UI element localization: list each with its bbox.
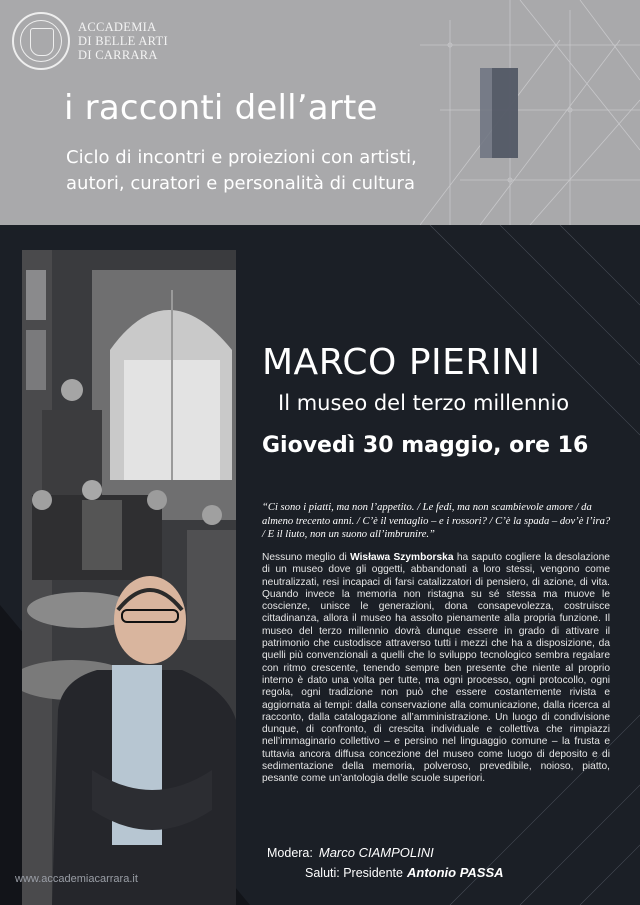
quoted-author: Wisława Szymborska [350,552,454,563]
moderator-name: Marco CIAMPOLINI [318,845,434,860]
header-band [0,0,640,225]
architectural-decoration [420,0,640,225]
moderator-line [267,845,434,860]
greetings-name: Antonio PASSA [406,865,504,880]
poem-quote: “Ci sono i piatti, ma non l’appetito. / Le fedi, ma non scambievole amore / da almeno trecento anni. / C’è il ventaglio – e i rossori? / C’è la spada – dov’è l’ira? / E il liuto, non un suono all’imbrunire.” [262,502,611,540]
greetings-line [305,865,504,880]
body-lead: Nessuno meglio di [262,552,347,563]
speaker-photo [22,250,236,905]
talk-title: Il museo del terzo millennio [278,391,570,415]
academy-seal-icon [12,12,70,70]
institution-line: ACCADEMIA [78,20,157,34]
moderator-label: Modera: [267,846,313,860]
institution-name [78,20,168,62]
series-subtitle [66,145,417,197]
subtitle-line: autori, curatori e personalità di cultura [66,173,415,194]
body-text: ha saputo cogliere la desolazione di un museo dove gli oggetti, abbandonati a loro stessi, vengono come neutralizzati, resi incapaci di farsi catalizzatori di pensiero, di azione, di vita. Quando invece la memoria non ristagna su sé stessa ma muove le coscienze, unisce le generazioni, dona consapevolezza, costruisce cittadinanza, allora il museo ha assolto pienamente alla propria funzione. Il museo del terzo millennio dovrà dunque essere in grado di attivare il patrimonio che custodisce attraverso tutti i mezzi che ha a disposizione, da quelli più convenzionali a quelli che lo sviluppo tecnologico sembra regalare con ritmo crescente, tenendo sempre ben presente che niente al proprio interno è dato una volta per tutte, ma ogni processo, ogni protocollo, ogni regola, ogni tradizione non può che essere costantemente rivista e aggiornata ai tempi: dalla conservazione alla comunicazione, dalla ricerca al racconto, dalla catalogazione all’amministrazione. Un luogo di condivisione dunque, di confronto, di crescita individuale e collettiva che rimpiazzi nell’immaginario collettivo – e persino nel linguaggio comune – la frusta e tuttavia ancora diffusa concezione del museo come luogo di deposito e di sedimentazione della memoria, polveroso, prevedibile, noioso, piatto, pesante come un’antologia delle scuole superiori. [262,552,610,785]
speaker-name: MARCO PIERINI [262,342,541,383]
institution-line: DI CARRARA [78,48,158,62]
series-title: i racconti dell’arte [64,88,378,128]
description-text [262,552,610,786]
main-section [0,225,640,905]
subtitle-line: Ciclo di incontri e proiezioni con artisti, [66,147,417,168]
event-date: Giovedì 30 maggio, ore 16 [262,433,589,458]
greetings-label: Saluti: Presidente [305,866,403,880]
institution-line: DI BELLE ARTI [78,34,168,48]
website-url: www.accademiacarrara.it [15,873,138,885]
